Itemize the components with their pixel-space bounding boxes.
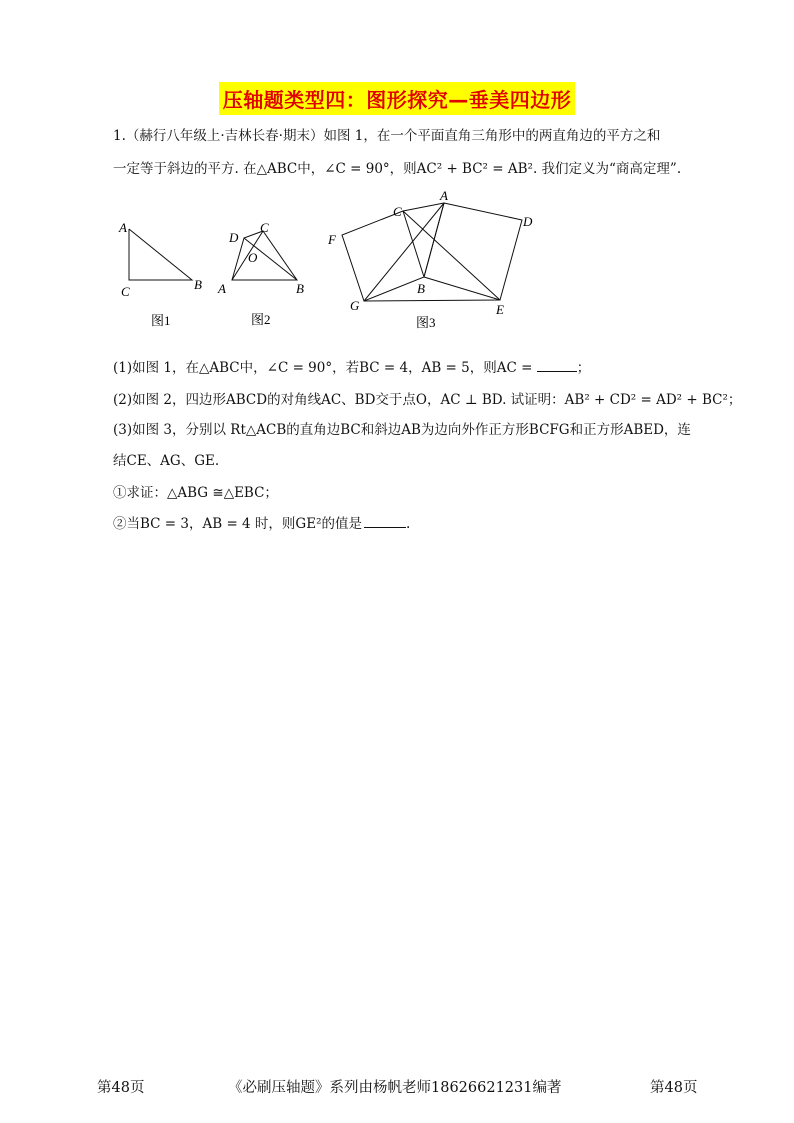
question-2: (2)如图 2，四边形ABCD的对角线AC、BD交于点O，AC ⊥ BD. 试证明：AB² + CD² = AD² + BC²；: [113, 392, 742, 408]
fig3-square-bcfg: [342, 211, 424, 301]
fig3-label-e: E: [496, 302, 504, 317]
fig1-label-a: A: [119, 220, 127, 235]
fig3-label-c: C: [393, 204, 402, 219]
fig3-label-d: D: [523, 214, 533, 229]
fig3-label-b: B: [417, 281, 425, 296]
question-3-sub-1: ①求证：△ABG ≅△EBC；: [113, 485, 278, 501]
title-wrap: [0, 82, 794, 115]
footer-center: 《必刷压轴题》系列由杨帆老师18626621231编著: [228, 1080, 562, 1096]
problem-intro-line-1: 1.（赫行八年级上·吉林长春·期末）如图 1，在一个平面直角三角形中的两直角边的平方之和: [113, 128, 661, 144]
figure-1: [118, 220, 202, 328]
fig1-triangle: [129, 229, 192, 280]
question-3-sub-2: [113, 512, 410, 532]
question-1: [113, 356, 590, 376]
fig3-square-abed: [424, 203, 522, 300]
question-1-answer-blank: [537, 370, 577, 372]
fig3-label-f: F: [328, 232, 336, 247]
page-title: 压轴题类型四：图形探究—垂美四边形: [219, 82, 576, 115]
fig1-label-b: B: [194, 277, 202, 292]
fig2-caption: 图2: [251, 312, 271, 327]
fig3-segment-ag: [364, 203, 444, 301]
figure-2: [217, 220, 304, 327]
fig2-label-o: O: [248, 250, 258, 265]
question-3-line-2: 结CE、AG、GE.: [113, 453, 220, 469]
question-1-end: ；: [576, 360, 591, 376]
fig3-segment-ge: [364, 300, 500, 301]
fig2-label-b: B: [296, 281, 304, 296]
question-3-sub-2-text: ②当BC = 3，AB = 4 时，则GE²的值是: [113, 516, 362, 532]
fig2-label-c: C: [260, 220, 269, 235]
question-1-text: (1)如图 1，在△ABC中，∠C = 90°，若BC = 4，AB = 5，则AC =: [113, 360, 533, 376]
fig3-label-g: G: [350, 298, 360, 313]
problem-intro-line-2: 一定等于斜边的平方. 在△ABC中，∠C = 90°，则AC² + BC² = AB². 我们定义为“商高定理”.: [113, 161, 682, 177]
footer-page-right: 第48页: [650, 1080, 698, 1096]
footer-page-left: 第48页: [97, 1080, 145, 1096]
fig1-caption: 图1: [151, 313, 171, 328]
figure-3: [327, 188, 533, 330]
question-3-line-1: (3)如图 3，分别以 Rt△ACB的直角边BC和斜边AB为边向外作正方形BCFG和正方形ABED，连: [113, 422, 691, 438]
fig1-label-c: C: [121, 284, 130, 299]
fig2-label-d: D: [229, 230, 239, 245]
question-3-sub-2-answer-blank: [364, 526, 406, 528]
figures: [110, 188, 550, 333]
fig3-label-a: A: [440, 188, 448, 203]
question-3-sub-2-end: .: [405, 516, 411, 532]
fig3-caption: 图3: [416, 315, 436, 330]
fig2-label-a: A: [218, 281, 226, 296]
